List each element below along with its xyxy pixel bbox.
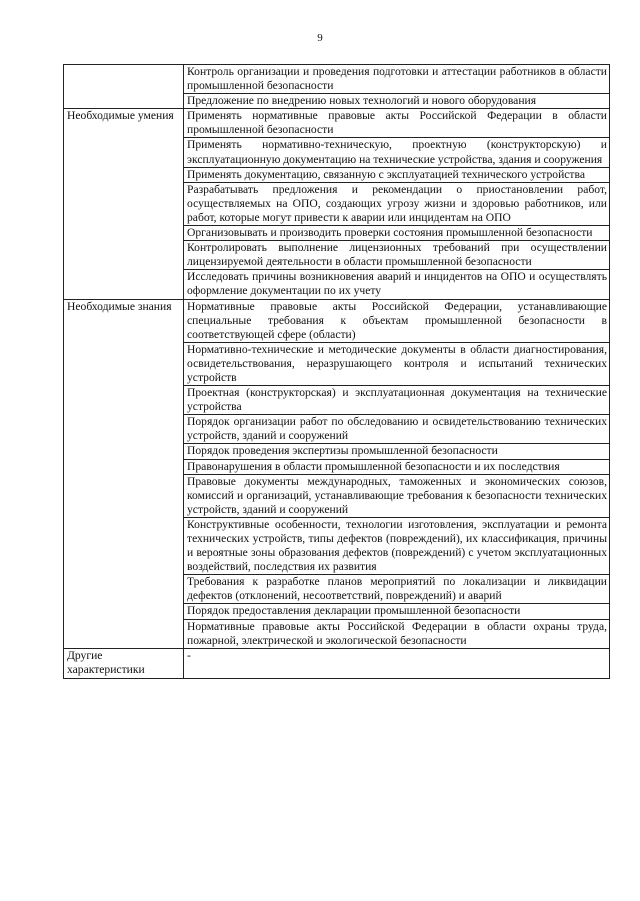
table-row [64,109,610,138]
skill-item: Исследовать причины возникновения аварий и инцидентов на ОПО и осуществлять оформление документации по их учету [184,270,610,299]
labor-action-item: Предложение по внедрению новых технологий и нового оборудования [184,94,610,109]
skill-item: Организовывать и производить проверки состояния промышленной безопасности [184,226,610,241]
table-row [64,65,610,94]
table-row [64,299,610,342]
knowledge-item: Проектная (конструкторская) и эксплуатационная документация на технические устройства [184,386,610,415]
skill-item: Применять нормативно-техническую, проектную (конструкторскую) и эксплуатационную документацию на технические устройства, здания и сооружения [184,138,610,167]
skill-item: Применять нормативные правовые акты Российской Федерации в области промышленной безопасности [184,109,610,138]
page-number: 9 [317,32,323,44]
knowledge-item: Порядок проведения экспертизы промышленной безопасности [184,444,610,459]
skill-item: Разрабатывать предложения и рекомендации о приостановлении работ, осуществляемых на ОПО, создающих угрозу жизни и здоровью работников, или работ, которые могут привести к аварии или инцидентам на ОПО [184,182,610,225]
knowledge-item: Порядок предоставления декларации промышленной безопасности [184,604,610,619]
knowledge-label: Необходимые знания [64,299,184,648]
characteristics-table [63,64,610,679]
blank-label-cell [64,65,184,109]
skills-label: Необходимые умения [64,109,184,299]
table-row [64,648,610,678]
other-characteristics-label: Другие характеристики [64,648,184,678]
skill-item: Контролировать выполнение лицензионных требований при осуществлении лицензируемой деятельности в области промышленной безопасности [184,241,610,270]
knowledge-item: Нормативные правовые акты Российской Федерации, устанавливающие специальные требования к объектам промышленной безопасности в соответствующей сфере (области) [184,299,610,342]
knowledge-item: Правонарушения в области промышленной безопасности и их последствия [184,459,610,474]
knowledge-item: Порядок организации работ по обследованию и освидетельствованию технических устройств, зданий и сооружений [184,415,610,444]
knowledge-item: Нормативно-технические и методические документы в области диагностирования, освидетельствования, неразрушающего контроля и испытаний технических устройств [184,342,610,385]
knowledge-item: Конструктивные особенности, технологии изготовления, эксплуатации и ремонта технических устройств, типы дефектов (повреждений), их классификация, причины и вероятные зоны образования дефектов (повреждений) с учетом эксплуатационных воздействий, последствия их развития [184,517,610,574]
knowledge-item: Правовые документы международных, таможенных и экономических союзов, комиссий и организаций, устанавливающие требования к безопасности технических устройств, зданий и сооружений [184,474,610,517]
knowledge-item: Нормативные правовые акты Российской Федерации в области охраны труда, пожарной, электрической и экологической безопасности [184,619,610,648]
knowledge-item: Требования к разработке планов мероприятий по локализации и ликвидации дефектов (отклонений, несоответствий, повреждений) и аварий [184,575,610,604]
skill-item: Применять документацию, связанную с эксплуатацией технического устройства [184,167,610,182]
other-characteristics-value: - [184,648,610,678]
labor-action-item: Контроль организации и проведения подготовки и аттестации работников в области промышленной безопасности [184,65,610,94]
